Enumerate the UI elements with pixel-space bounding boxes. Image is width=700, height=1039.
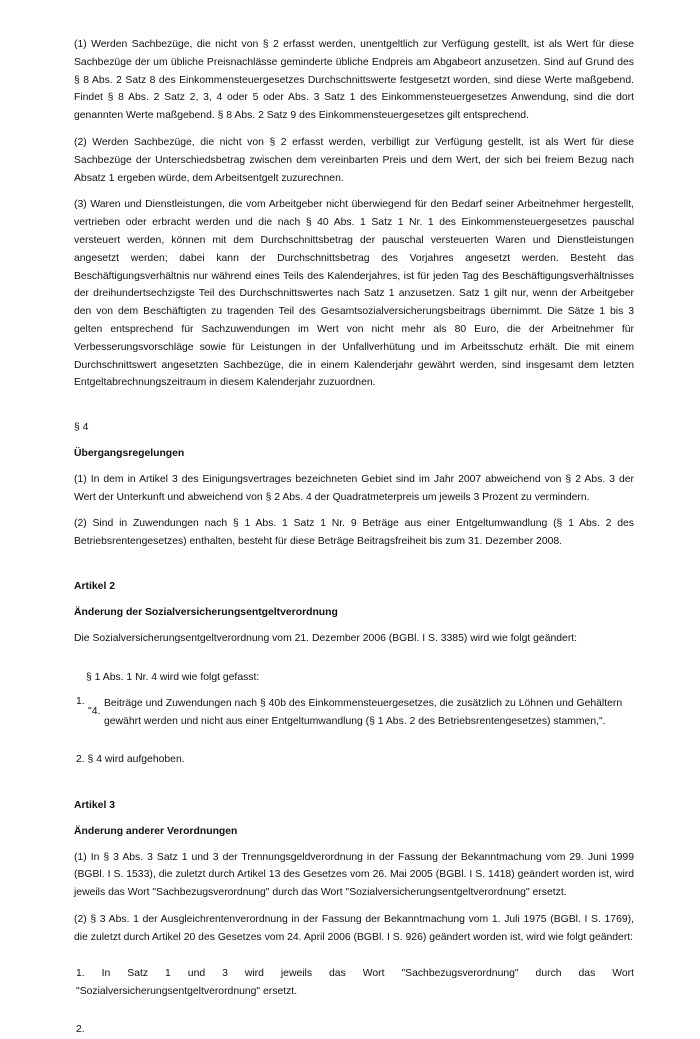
paragraph-3-1: (1) Werden Sachbezüge, die nicht von § 2 erfasst werden, unentgeltlich zur Verfügung gestellt, ist als Wert für diese Sachbezüge der um übliche Preisnachlässe geminderte übliche Endpreis am Abgabeort anzusetzen. Sind auf Grund des § 8 Abs. 2 Satz 8 des Einkommensteuergesetzes Durchschnittswerte festgesetzt worden, sind diese Werte maßgebend. Findet § 8 Abs. 2 Satz 2, 3, 4 oder 5 oder Abs. 3 Satz 1 des Einkommensteuergesetzes Anwendung, sind die dort genannten Werte maßgebend. § 8 Abs. 2 Satz 9 des Einkommensteuergesetzes gilt entsprechend. [74, 39, 634, 122]
section-4-number: § 4 [74, 422, 89, 434]
article-3-subtitle: Änderung anderer Verordnungen [74, 825, 238, 837]
article-3-item-1: 1. In Satz 1 und 3 wird jeweils das Wort "Sachbezugsverordnung" durch das Wort "Sozialversicherungsentgeltverordnung" ersetzt. [76, 968, 634, 998]
paragraph-4-1: (1) In dem in Artikel 3 des Einigungsvertrages bezeichneten Gebiet sind im Jahr 2007 abweichend von § 2 Abs. 3 der Wert der Unterkunft und abweichend von § 2 Abs. 4 der Quadratmeterpreis um jeweils 3 Prozent zu vermindern. [74, 473, 634, 503]
article-3-paragraph-1: (1) In § 3 Abs. 3 Satz 1 und 3 der Trennungsgeldverordnung in der Fassung der Bekanntmachung vom 29. Juni 1999 (BGBl. I S. 1533), die zuletzt durch Artikel 13 des Gesetzes vom 26. Mai 2005 (BGBl. I S. 1418) geändert worden ist, wird jeweils das Wort "Sachbezugsverordnung" durch das Wort "Sozialversicherungsentgeltverordnung" ersetzt. [74, 851, 634, 899]
article-2-item-1-number: 1. [76, 696, 85, 708]
article-2-intro: Die Sozialversicherungsentgeltverordnung vom 21. Dezember 2006 (BGBl. I S. 3385) wird wie folgt geändert: [74, 632, 578, 644]
article-3-title: Artikel 3 [74, 799, 116, 811]
paragraph-3-2: (2) Werden Sachbezüge, die nicht von § 2 erfasst werden, verbilligt zur Verfügung gestellt, ist als Wert für diese Sachbezüge der Unterschiedsbetrag zwischen dem vereinbarten Preis und dem Wert, der sich bei freiem Bezug nach Absatz 1 ergeben würde, dem Arbeitsentgelt zuzurechnen. [74, 136, 634, 184]
section-4-title: Übergangsregelungen [74, 447, 185, 459]
quote-number: "4. [88, 706, 101, 718]
paragraph-3-3: (3) Waren und Dienstleistungen, die vom Arbeitgeber nicht überwiegend für den Bedarf seiner Arbeitnehmer hergestellt, vertrieben oder erbracht werden und die nach § 40 Abs. 1 Satz 1 Nr. 1 des Einkommensteuergesetzes pauschal versteuert werden, können mit dem Durchschnittsbetrag der pauschal versteuerten Waren und Dienstleistungen angesetzt werden; dabei kann der Durchschnittsbetrag des Vorjahres angesetzt werden. Besteht das Beschäftigungsverhältnis nur während eines Teils des Kalenderjahres, ist für jeden Tag des Beschäftigungsverhältnisses der dreihundertsechzigste Teil des Durchschnittswertes nach Satz 1 anzusetzen. Satz 1 gilt nur, wenn der Arbeitgeber den von dem Beschäftigten zu tragenden Teil des Gesamtsozialversicherungsbeitrags übernimmt. Die Sätze 1 bis 3 gelten entsprechend für Sachzuwendungen im Wert von nicht mehr als 80 Euro, die der Arbeitnehmer für Verbesserungsvorschläge sowie für Leistungen in der Unfallverhütung und im Arbeitsschutz erhält. Die mit einem Durchschnittswert angesetzten Sachbezüge, die in einem Kalenderjahr gewährt werden, sind insgesamt dem letzten Entgeltabrechnungszeitraum in diesem Kalenderjahr zuzuordnen. [74, 199, 634, 389]
article-2-title: Artikel 2 [74, 580, 116, 592]
paragraph-4-2: (2) Sind in Zuwendungen nach § 1 Abs. 1 Satz 1 Nr. 9 Beträge aus einer Entgeltumwandlung (§ 1 Abs. 2 des Betriebsrentengesetzes) enthalten, besteht für diese Beträge Beitragsfreiheit bis zum 31. Dezember 2008. [74, 518, 634, 548]
article-3-paragraph-2: (2) § 3 Abs. 1 der Ausgleichrentenverordnung in der Fassung der Bekanntmachung vom 1. Juli 1975 (BGBl. I S. 1769), die zuletzt durch Artikel 20 des Gesetzes vom 24. April 2006 (BGBl. I S. 926) geändert worden ist, wird wie folgt geändert: [74, 913, 634, 943]
article-2-item-1 [74, 693, 634, 735]
article-2-item-1-lead: § 1 Abs. 1 Nr. 4 wird wie folgt gefasst: [86, 672, 260, 684]
quote-text: Beiträge und Zuwendungen nach § 40b des Einkommensteuergesetzes, die zusätzlich zu Löhnen und Gehältern gewährt werden und nicht aus einer Entgeltumwandlung (§ 1 Abs. 2 des Betriebsrentengesetzes) stammen,". [104, 698, 623, 727]
article-3-item-2: 2. [76, 1024, 85, 1036]
article-2-subtitle: Änderung der Sozialversicherungsentgeltverordnung [74, 606, 338, 618]
article-2-item-2: 2. § 4 wird aufgehoben. [76, 754, 185, 766]
document-page [74, 36, 634, 1039]
